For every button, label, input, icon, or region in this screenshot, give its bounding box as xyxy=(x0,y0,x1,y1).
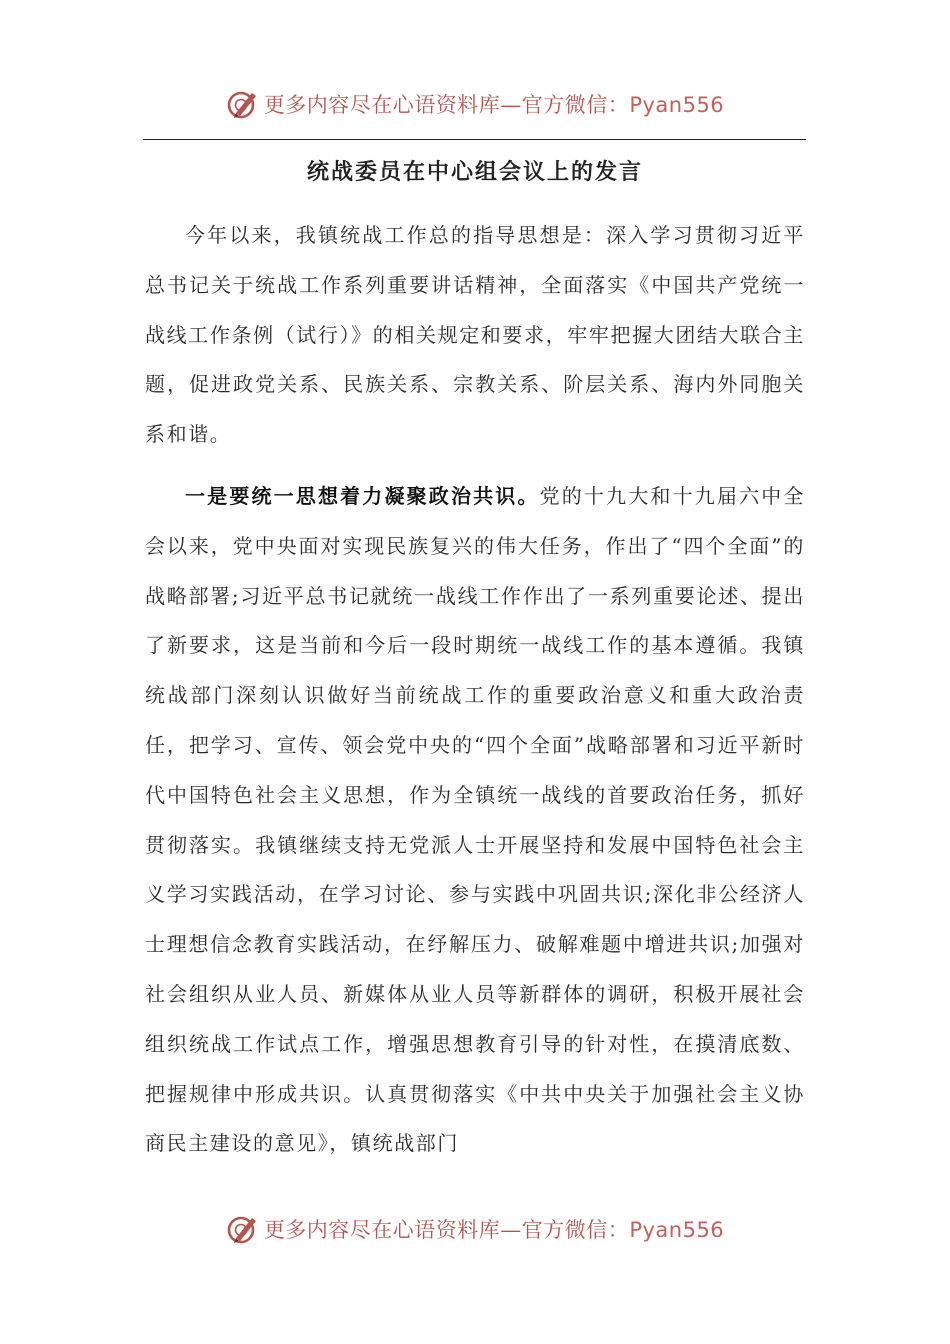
pen-logo-icon xyxy=(226,1212,260,1246)
paragraph-2-lead: 一是要统一思想着力凝聚政治共识。 xyxy=(185,483,540,508)
header-banner-text: 更多内容尽在心语资料库—官方微信：Pyan556 xyxy=(263,93,725,117)
header-wechat-id: Pyan556 xyxy=(629,93,725,117)
footer-wechat-id: Pyan556 xyxy=(629,1218,725,1242)
document-body xyxy=(145,211,805,1169)
header-banner xyxy=(0,82,950,126)
header-divider xyxy=(143,139,806,140)
paragraph-2-text: 党的十九大和十九届六中全会以来，党中央面对实现民族复兴的伟大任务，作出了“四个全面”的战略部署;习近平总书记就统一战线工作作出了一系列重要论述、提出了新要求，这是当前和今后一段时期统一战线工作的基本遵循。我镇统战部门深刻认识做好当前统战工作的重要政治意义和重大政治责任，把学习、宣传、领会党中央的“四个全面”战略部署和习近平新时代中国特色社会主义思想，作为全镇统一战线的首要政治任务，抓好贯彻落实。我镇继续支持无党派人士开展坚持和发展中国特色社会主义学习实践活动，在学习讨论、参与实践中巩固共识;深化非公经济人士理想信念教育实践活动，在纾解压力、破解难题中增进共识;加强对社会组织从业人员、新媒体从业人员等新群体的调研，积极开展社会组织统战工作试点工作，增强思想教育引导的针对性，在摸清底数、把握规律中形成共识。认真贯彻落实《中共中央关于加强社会主义协商民主建设的意见》，镇统战部门 xyxy=(145,483,805,1156)
footer-banner-text: 更多内容尽在心语资料库—官方微信：Pyan556 xyxy=(263,1218,725,1242)
pen-logo-icon xyxy=(226,87,260,121)
page-title: 统战委员在中心组会议上的发言 xyxy=(306,160,643,185)
paragraph-2 xyxy=(145,472,805,1169)
paragraph-1: 今年以来，我镇统战工作总的指导思想是：深入学习贯彻习近平总书记关于统战工作系列重要讲话精神，全面落实《中国共产党统一战线工作条例（试行）》的相关规定和要求，牢牢把握大团结大联合主题，促进政党关系、民族关系、宗教关系、阶层关系、海内外同胞关系和谐。 xyxy=(145,223,805,447)
footer-banner xyxy=(0,1207,950,1251)
